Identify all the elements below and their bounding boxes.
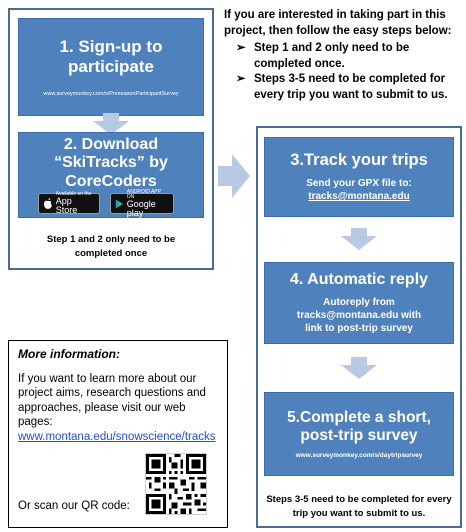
left-note: Step 1 and 2 only need to be completed once bbox=[46, 234, 176, 260]
apple-icon bbox=[43, 198, 53, 210]
intro-bullet-text: Step 1 and 2 only need to be completed once. bbox=[254, 42, 410, 70]
intro-block bbox=[224, 8, 460, 103]
right-note: Steps 3-5 need to be completed for every trip you want to submit to us. bbox=[266, 494, 452, 519]
google-play-small: ANDROID APP ON bbox=[126, 188, 161, 200]
app-store-big: App Store bbox=[55, 196, 78, 215]
info-link[interactable]: www.montana.edu/snowscience/tracks bbox=[18, 430, 216, 443]
step4-card bbox=[264, 262, 454, 344]
step4-title: 4. Automatic reply bbox=[289, 270, 429, 288]
step3-email: tracks@montana.edu bbox=[308, 191, 410, 203]
intro-text: If you are interested in taking part in this project, then follow the easy steps below: bbox=[224, 9, 452, 37]
step1-url: www.surveymonkey.com/s/PreseasonParticipantSurvey bbox=[43, 90, 179, 97]
google-play-badge[interactable] bbox=[110, 188, 174, 218]
info-heading: More information: bbox=[18, 347, 120, 361]
step5-title: 5.Complete a short, post-trip survey bbox=[287, 408, 431, 444]
step3-card bbox=[264, 137, 454, 217]
arrow-down-icon bbox=[341, 228, 377, 250]
step5-card bbox=[264, 392, 454, 476]
play-store-icon bbox=[115, 198, 124, 210]
intro-bullets bbox=[224, 41, 460, 103]
intro-bullet bbox=[224, 72, 460, 103]
google-play-big: Google play bbox=[126, 198, 156, 218]
arrow-down-icon bbox=[341, 357, 377, 379]
step3-line1: Send your GPX file to: bbox=[306, 178, 412, 190]
intro-bullet-text: Steps 3-5 need to be completed for every trip you want to submit to us. bbox=[254, 73, 448, 101]
step1-title: 1. Sign-up to participate bbox=[59, 37, 163, 76]
app-store-small: Available on the bbox=[55, 191, 92, 197]
arrow-right-icon bbox=[218, 154, 250, 198]
arrow-bullet-icon: ➢ bbox=[236, 42, 246, 55]
qr-label: Or scan our QR code: bbox=[18, 499, 130, 512]
arrow-bullet-icon: ➢ bbox=[236, 73, 246, 86]
step3-title: 3.Track your trips bbox=[290, 150, 428, 169]
step1-card bbox=[18, 18, 204, 116]
info-body: If you want to learn more about our project aims, research questions and approaches, please visit our web pages: bbox=[18, 373, 206, 429]
step5-url: www.surveymonkey.com/s/daytripsurvey bbox=[295, 452, 423, 460]
qr-code-image[interactable] bbox=[145, 453, 207, 515]
app-store-badge[interactable] bbox=[38, 193, 100, 214]
intro-bullet bbox=[224, 41, 460, 72]
more-info-box bbox=[8, 340, 228, 528]
step4-body: Autoreply from tracks@montana.edu with link to post-trip survey bbox=[296, 297, 422, 335]
step2-title: 2. Download “SkiTracks” by CoreCoders bbox=[54, 136, 168, 190]
